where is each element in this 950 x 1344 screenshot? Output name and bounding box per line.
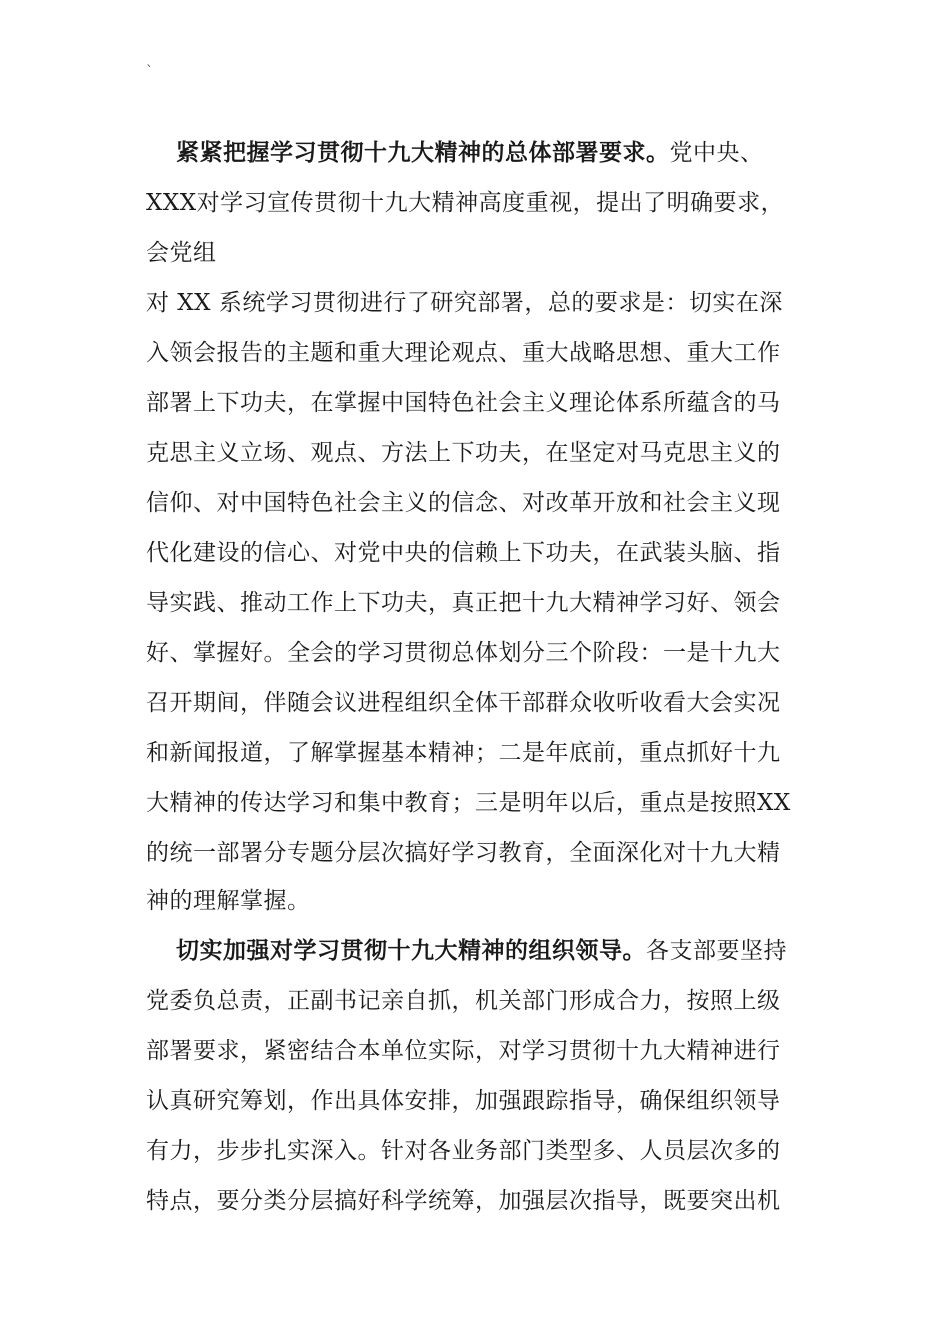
paragraph-1-heading: 紧紧把握学习贯彻十九大精神的总体部署要求。	[176, 139, 670, 166]
paragraph-2-line-3: 部署要求，紧密结合本单位实际，对学习贯彻十九大精神进行	[146, 1038, 781, 1064]
paragraph-1-text: 党中央、	[669, 140, 764, 166]
paragraph-1-line-6: 部署上下功夫，在掌握中国特色社会主义理论体系所蕴含的马	[146, 390, 781, 416]
paragraph-1-line-13: 和新闻报道，了解掌握基本精神；二是年底前，重点抓好十九	[146, 740, 781, 766]
paragraph-1-line-14: 大精神的传达学习和集中教育；三是明年以后，重点是按照XX	[146, 790, 791, 816]
paragraph-2-text: 各支部要坚持	[646, 938, 787, 964]
paragraph-1-line-1	[176, 138, 764, 168]
paragraph-1-line-16: 神的理解掌握。	[146, 888, 311, 914]
paragraph-2-line-1	[176, 936, 787, 966]
paragraph-2-line-2: 党委负总责，正副书记亲自抓，机关部门形成合力，按照上级	[146, 988, 781, 1014]
paragraph-1-line-8: 信仰、对中国特色社会主义的信念、对改革开放和社会主义现	[146, 490, 781, 516]
paragraph-2-line-4: 认真研究筹划，作出具体安排，加强跟踪指导，确保组织领导	[146, 1088, 781, 1114]
paragraph-1-line-7: 克思主义立场、观点、方法上下功夫，在坚定对马克思主义的	[146, 440, 781, 466]
paragraph-1-line-10: 导实践、推动工作上下功夫，真正把十九大精神学习好、领会	[146, 590, 781, 616]
paragraph-1-line-3: 会党组	[146, 240, 217, 266]
paragraph-1-line-15: 的统一部署分专题分层次搞好学习教育，全面深化对十九大精	[146, 840, 781, 866]
paragraph-1-line-11: 好、掌握好。全会的学习贯彻总体划分三个阶段：一是十九大	[146, 640, 781, 666]
paragraph-1-line-5: 入领会报告的主题和重大理论观点、重大战略思想、重大工作	[146, 340, 781, 366]
paragraph-2-heading: 切实加强对学习贯彻十九大精神的组织领导。	[176, 937, 646, 964]
paragraph-1-line-2: XXX对学习宣传贯彻十九大精神高度重视，提出了明确要求，	[146, 190, 785, 216]
corner-mark: `	[146, 64, 153, 80]
paragraph-1-line-12: 召开期间，伴随会议进程组织全体干部群众收听收看大会实况	[146, 690, 781, 716]
paragraph-2-line-6: 特点，要分类分层搞好科学统筹，加强层次指导，既要突出机	[146, 1188, 781, 1214]
paragraph-1-line-9: 代化建设的信心、对党中央的信赖上下功夫，在武装头脑、指	[146, 540, 781, 566]
paragraph-1-line-4: 对 XX 系统学习贯彻进行了研究部署，总的要求是：切实在深	[146, 290, 783, 316]
paragraph-2-line-5: 有力，步步扎实深入。针对各业务部门类型多、人员层次多的	[146, 1138, 781, 1164]
